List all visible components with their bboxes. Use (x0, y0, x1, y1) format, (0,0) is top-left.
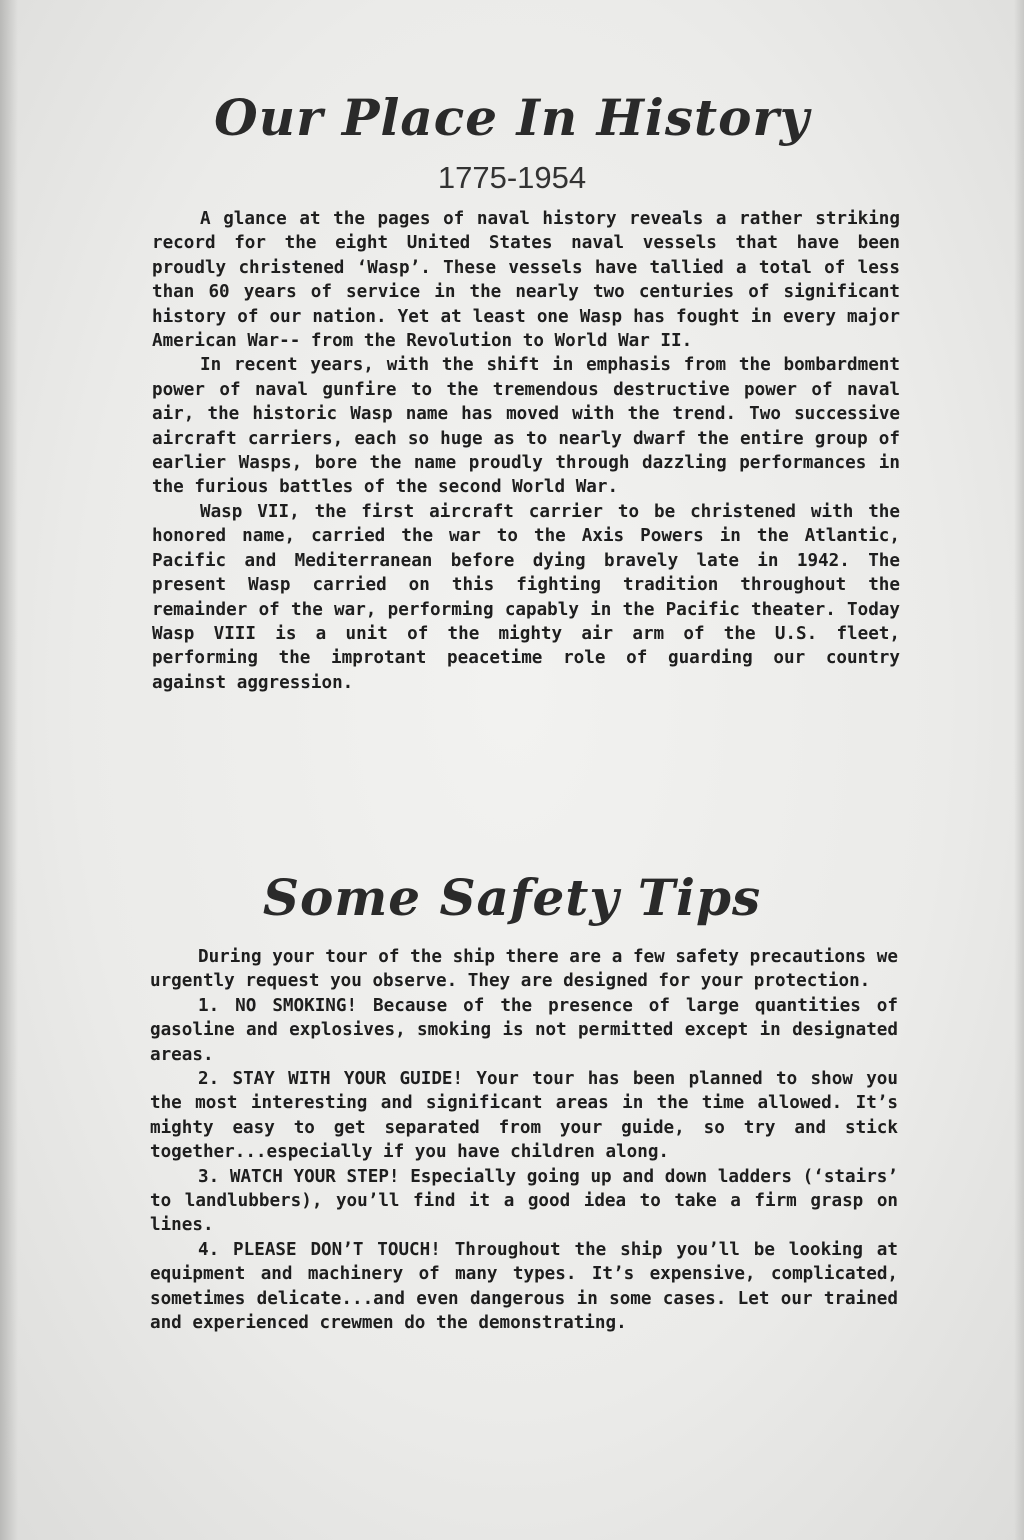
safety-tip: 3. WATCH YOUR STEP! Especially going up and down ladders (‘stairs’ to landlubbers), you’ll find it a good idea to take a firm grasp on lines. (150, 1166, 898, 1236)
safety-tip: 2. STAY WITH YOUR GUIDE! Your tour has been planned to show you the most interesting and significant areas in the time allowed. It’s mighty easy to get separated from your guide, so try and stick together...especially if you have children along. (150, 1069, 898, 1163)
safety-tip: 4. PLEASE DON’T TOUCH! Throughout the ship you’ll be looking at equipment and machinery of many types. It’s expensive, complicated, sometimes delicate...and even dangerous in some cases. Let our trained and experienced crewmen do the demonstrating. (150, 1239, 898, 1334)
history-paragraph: Wasp VII, the first aircraft carrier to be christened with the honored name, carried the war to the Axis Powers in the Atlantic, Pacific and Mediterranean before dying bravely late in 1942. The present Wasp carried on this fighting tradition throughout the remainder of the war, performing capably in the Pacific theater. Today Wasp VIII is a unit of the mighty air arm of the U.S. fleet, performing the improtant peacetime role of guarding our country against aggression. (152, 501, 900, 693)
safety-title: Some Safety Tips (262, 868, 762, 927)
history-paragraph: In recent years, with the shift in emphasis from the bombardment power of naval gunfire to the tremendous destructive power of naval air, the historic Wasp name has moved with the trend. Two successive aircraft carriers, each so huge as to nearly dwarf the entire group of earlier Wasps, bore the name proudly through dazzling performances in the furious battles of the second World War. (152, 355, 900, 498)
history-years: 1775-1954 (437, 160, 587, 195)
history-text (152, 207, 900, 695)
safety-intro: During your tour of the ship there are a few safety precautions we urgently request you observe. They are designed for your protection. (150, 947, 898, 992)
history-title: Our Place In History (214, 88, 810, 147)
history-paragraph: A glance at the pages of naval history reveals a rather striking record for the eight United States naval vessels that have been proudly christened ‘Wasp’. These vessels have tallied a total of less than 60 years of service in the nearly two centuries of significant history of our nation. Yet at least one Wasp has fought in every major American War-- from the Revolution to World War II. (152, 209, 900, 352)
paper-edge-left (0, 0, 18, 1540)
paper-edge-right (1014, 0, 1024, 1540)
safety-tip: 1. NO SMOKING! Because of the presence of large quantities of gasoline and explosives, smoking is not permitted except in designated areas. (150, 995, 898, 1065)
safety-text (150, 945, 898, 1336)
